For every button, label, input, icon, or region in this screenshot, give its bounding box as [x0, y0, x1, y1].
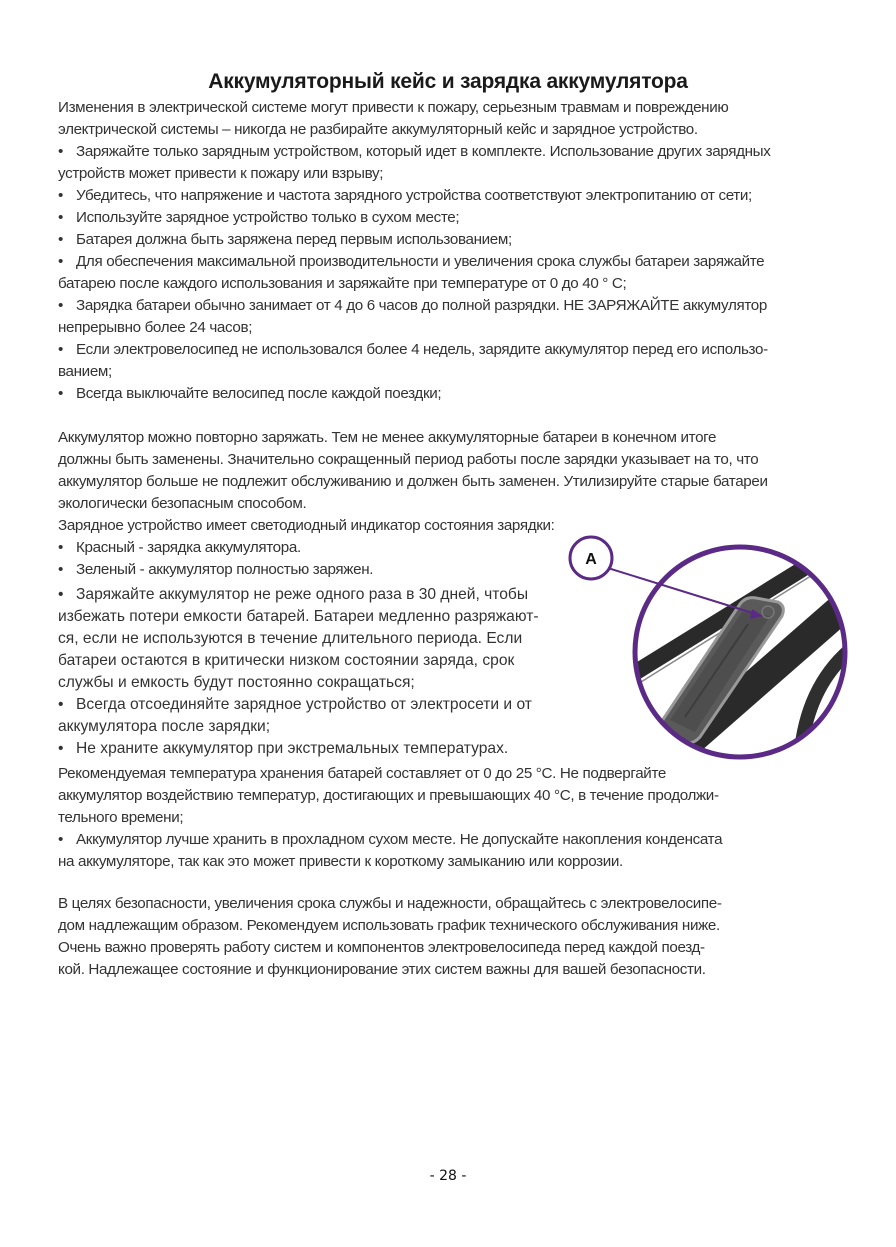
bullet-item: • Если электровелосипед не использовался более 4 недель, зарядите аккумулятор перед его использо- [58, 339, 768, 361]
bullet-item: • Не храните аккумулятор при экстремальных температурах. [58, 738, 508, 760]
bullet-item: • Всегда отсоединяйте зарядное устройство от электросети и от [58, 694, 532, 716]
bullet-item: • Используйте зарядное устройство только в сухом месте; [58, 207, 459, 229]
paragraph-line: электрической системы – никогда не разбирайте аккумуляторный кейс и зарядное устройство. [58, 121, 698, 138]
paragraph-line: ся, если не используются в течение длительного периода. Если [58, 630, 523, 647]
paragraph-line: экологически безопасным способом. [58, 495, 307, 512]
bullet-item-green-indicator: • Зеленый - аккумулятор полностью заряжен. [58, 559, 373, 581]
page-title: Аккумуляторный кейс и зарядка аккумулятора [208, 70, 688, 93]
paragraph-line: Изменения в электрической системе могут привести к пожару, серьезным травмам и повреждению [58, 99, 729, 116]
paragraph-line: должны быть заменены. Значительно сокращенный период работы после зарядки указывает на то, что [58, 451, 759, 468]
paragraph-line: кой. Надлежащее состояние и функционирование этих систем важны для вашей безопасности. [58, 961, 706, 978]
paragraph-line: на аккумуляторе, так как это может привести к короткому замыканию или коррозии. [58, 853, 623, 870]
bullet-item: • Заряжайте аккумулятор не реже одного раза в 30 дней, чтобы [58, 584, 528, 606]
paragraph-line: избежать потери емкости батарей. Батареи медленно разряжают- [58, 608, 539, 625]
bullet-item: • Убедитесь, что напряжение и частота зарядного устройства соответствуют электропитанию от сети; [58, 185, 752, 207]
paragraph-line: устройств может привести к пожару или взрыву; [58, 165, 384, 182]
paragraph-line: службы и емкость будут постоянно сокращаться; [58, 674, 415, 691]
bullet-item-red-indicator: • Красный - зарядка аккумулятора. [58, 537, 301, 559]
callout-label: A [585, 551, 597, 568]
bullet-item: • Аккумулятор лучше хранить в прохладном сухом месте. Не допускайте накопления конденсата [58, 829, 722, 851]
battery-case-image [560, 532, 860, 762]
page-number: - 28 - [429, 1168, 467, 1184]
bullet-item: • Зарядка батареи обычно занимает от 4 до 6 часов до полной разрядки. НЕ ЗАРЯЖАЙТЕ аккумулятор [58, 295, 767, 317]
paragraph-line: В целях безопасности, увеличения срока службы и надежности, обращайтесь с электровелосипе- [58, 895, 722, 912]
paragraph-line: тельного времени; [58, 809, 184, 826]
battery-illustration [560, 532, 860, 762]
paragraph-line: батарею после каждого использования и заряжайте при температуре от 0 до 40 ° С; [58, 275, 627, 292]
paragraph-line: аккумулятора после зарядки; [58, 718, 271, 735]
paragraph-line: Рекомендуемая температура хранения батарей составляет от 0 до 25 °С. Не подвергайте [58, 765, 666, 782]
paragraph-line: батареи остаются в критически низком состоянии заряда, срок [58, 652, 515, 669]
paragraph-line: непрерывно более 24 часов; [58, 319, 253, 336]
paragraph-line: Очень важно проверять работу систем и компонентов электровелосипеда перед каждой поезд- [58, 939, 705, 956]
bullet-item: • Для обеспечения максимальной производительности и увеличения срока службы батареи заряжайте [58, 251, 764, 273]
paragraph-line: Зарядное устройство имеет светодиодный индикатор состояния зарядки: [58, 517, 555, 534]
paragraph-line: ванием; [58, 363, 112, 380]
bullet-item: • Заряжайте только зарядным устройством, который идет в комплекте. Использование других зарядных [58, 141, 770, 163]
bullet-item: • Всегда выключайте велосипед после каждой поездки; [58, 383, 441, 405]
paragraph-line: Аккумулятор можно повторно заряжать. Тем не менее аккумуляторные батареи в конечном итоге [58, 429, 717, 446]
paragraph-line: аккумулятор воздействию температур, достигающих и превышающих 40 °С, в течение продолжи- [58, 787, 719, 804]
paragraph-line: аккумулятор больше не подлежит обслуживанию и должен быть заменен. Утилизируйте старые батареи [58, 473, 768, 490]
paragraph-line: дом надлежащим образом. Рекомендуем использовать график технического обслуживания ниже. [58, 917, 720, 934]
bullet-item: • Батарея должна быть заряжена перед первым использованием; [58, 229, 512, 251]
